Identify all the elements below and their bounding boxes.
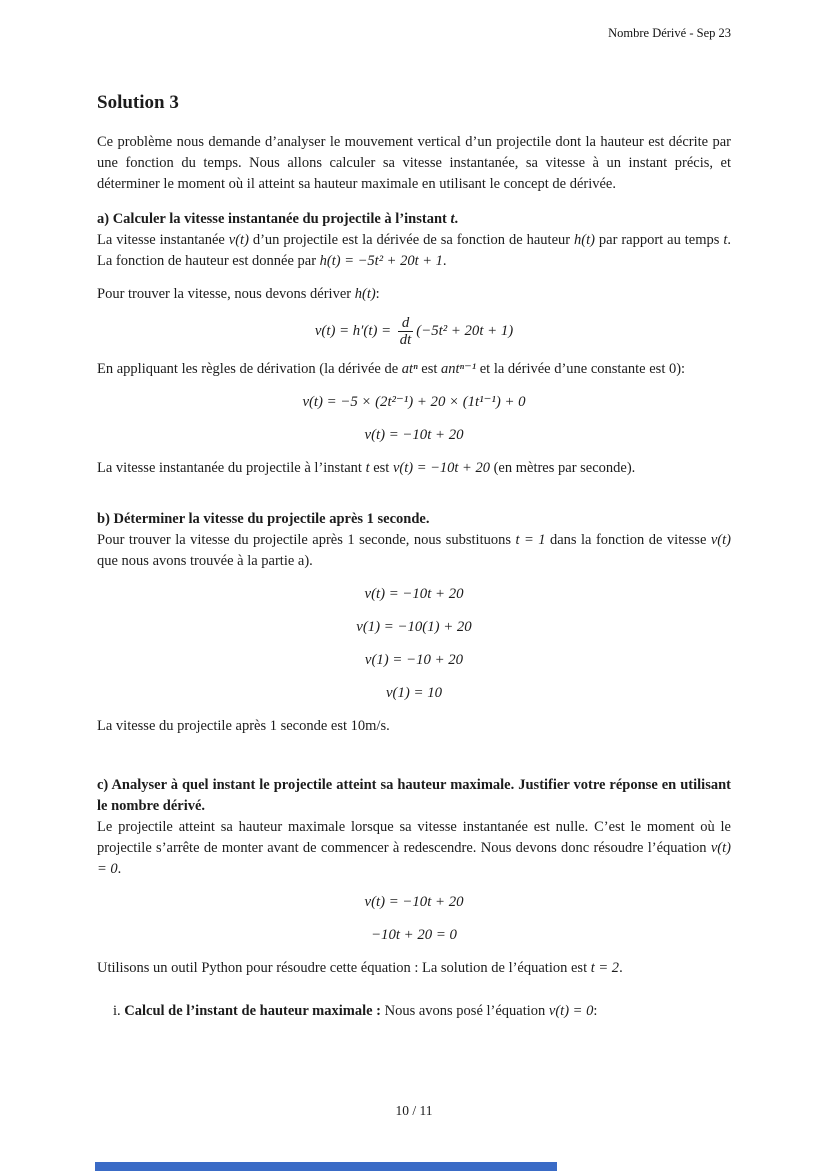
text-run: La vitesse instantanée du projectile à l’instant [97, 459, 366, 476]
text-run: (en mètres par seconde). [489, 459, 636, 476]
text-run: t = 1 [515, 531, 546, 548]
section-a-paragraph-2 [97, 284, 731, 305]
section-a-conclusion [97, 458, 731, 479]
text-run: v(t) = 0 [97, 839, 731, 877]
equation-a-expanded: v(t) = −5 × (2t²⁻¹) + 20 × (1t¹⁻¹) + 0 [302, 393, 526, 410]
text-run: t [365, 459, 370, 476]
section-b-conclusion [97, 716, 731, 737]
page-header-title: Nombre Dérivé - Sep 23 [608, 26, 731, 40]
text-run: v(t) [710, 531, 731, 548]
text-run: t = 2 [590, 959, 620, 976]
intro-paragraph: Ce problème nous demande d’analyser le mouvement vertical d’un projectile dont la hauteur est décrite par une fonction du temps. Nous allons calculer sa vitesse instantanée, sa vitesse à un instant précis, et déterminer le moment où il atteint sa hauteur maximale en utilisant le concept de dérivée. [97, 134, 731, 192]
equation-c-2: −10t + 20 = 0 [371, 926, 457, 943]
section-b-heading [97, 509, 731, 530]
section-a-heading [97, 209, 731, 230]
text-run: . [619, 959, 623, 976]
text-run: En appliquant les règles de dérivation (la dérivée de [97, 360, 402, 377]
text-run: t [723, 232, 728, 248]
section-b-paragraph-1 [97, 530, 731, 572]
page-number: 10 / 11 [395, 1103, 433, 1118]
text-run: antⁿ⁻¹ [441, 360, 477, 377]
text-run: v(t) [228, 232, 249, 248]
section-a-paragraph-3 [97, 359, 731, 380]
text-run: par rapport au temps [594, 232, 724, 248]
text-run: h(t) [574, 232, 595, 248]
text-run: . [442, 253, 447, 269]
text-run: . [117, 860, 122, 877]
text-run: Utilisons un outil Python pour résoudre cette équation : La solution de l’équation est [97, 959, 591, 976]
solution-title: Solution 3 [97, 92, 179, 113]
equation-derivative-definition [97, 315, 731, 349]
text-run: La vitesse instantanée [97, 232, 229, 248]
text-run: Nous avons posé l’équation [384, 1002, 549, 1019]
text-run: a) Calculer la vitesse instantanée du projectile à l’instant [97, 211, 451, 227]
text-run: v(t) = −10t + 20 [392, 459, 490, 476]
text-run: : [375, 286, 380, 302]
text-run: est [417, 360, 442, 377]
section-c-paragraph-2 [97, 958, 731, 979]
equation-b-1: v(t) = −10t + 20 [364, 585, 464, 602]
equation-a-result: v(t) = −10t + 20 [364, 426, 464, 443]
fraction-denominator: dt [399, 332, 412, 349]
text-run: d’un projectile est la dérivée de sa fonction de hauteur [248, 232, 575, 248]
page-bottom-bar [95, 1162, 557, 1171]
section-c [97, 775, 731, 1022]
text-run: b) Déterminer la vitesse du projectile après 1 seconde. [97, 510, 430, 527]
section-a-paragraph-1 [97, 230, 731, 272]
section-c-paragraph-1 [97, 817, 731, 880]
section-c-heading [97, 775, 731, 817]
text-run: c) Analyser à quel instant le projectile atteint sa hauteur maximale. Justifier votre réponse en utilisant le nombre dérivé. [97, 776, 731, 814]
fraction-numerator: d [401, 315, 410, 331]
text-run: Calcul de l’instant de hauteur maximale : [124, 1002, 385, 1019]
text-run: dans la fonction de vitesse [545, 531, 711, 548]
text-run: Le projectile atteint sa hauteur maximale lorsque sa vitesse instantanée est nulle. C’est le moment où le projectile s’arrête de monter avant de commencer à redescendre. Nous devons donc résoudre l’équation [97, 818, 731, 856]
text-run: et la dérivée d’une constante est 0): [476, 360, 686, 377]
text-run: h(t) = −5t² + 20t + 1 [319, 253, 443, 269]
fraction-d-dt [398, 315, 414, 349]
list-item-i [97, 1001, 731, 1022]
text-run: . [454, 211, 459, 227]
text-run: : [593, 1002, 598, 1019]
text-run: est [369, 459, 393, 476]
text-run: Pour trouver la vitesse, nous devons dériver [97, 286, 355, 302]
equation-rhs: (−5t² + 20t + 1) [416, 323, 514, 340]
text-run: La vitesse du projectile après 1 seconde est 10m/s. [97, 717, 390, 734]
text-run: . La fonction de hauteur est donnée par [97, 232, 731, 269]
section-a [97, 209, 731, 479]
equation-b-2: v(1) = −10(1) + 20 [356, 618, 472, 635]
text-run: i. [113, 1002, 125, 1019]
text-run: h(t) [354, 286, 376, 302]
text-run: t [450, 211, 455, 227]
text-run: v(t) = 0 [548, 1002, 594, 1019]
page-content [97, 0, 731, 1022]
equation-b-4: v(1) = 10 [385, 684, 442, 701]
equation-b-3: v(1) = −10 + 20 [364, 651, 464, 668]
text-run: atⁿ [401, 360, 418, 377]
text-run: Pour trouver la vitesse du projectile après 1 seconde, nous substituons [97, 531, 516, 548]
equation-lhs: v(t) = h′(t) = [314, 323, 395, 340]
section-b [97, 509, 731, 737]
text-run: que nous avons trouvée à la partie a). [97, 552, 313, 569]
equation-c-1: v(t) = −10t + 20 [364, 893, 464, 910]
